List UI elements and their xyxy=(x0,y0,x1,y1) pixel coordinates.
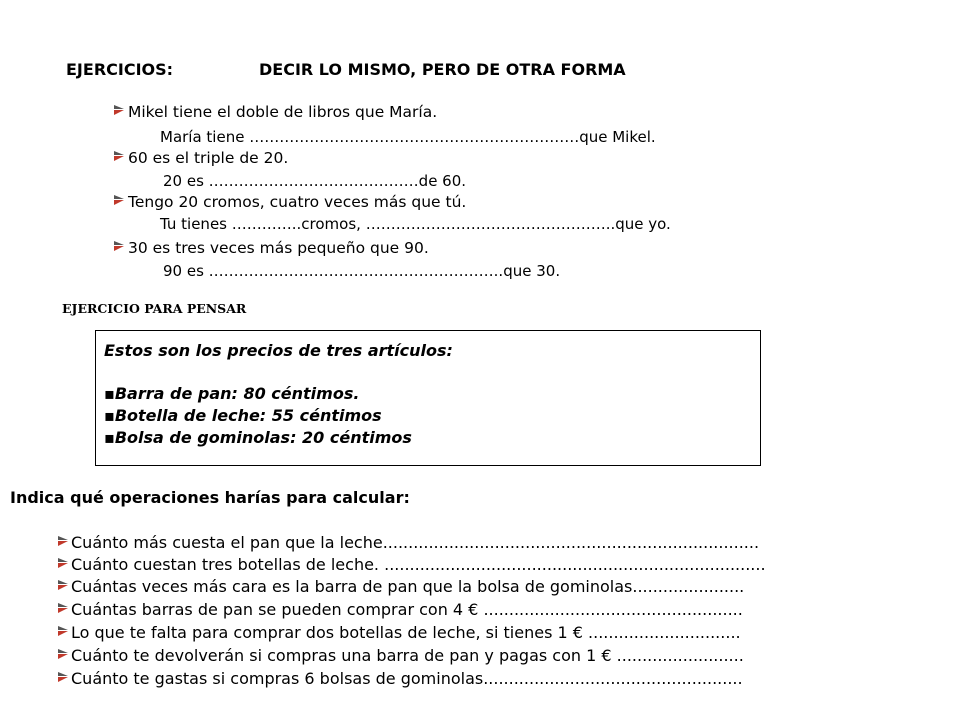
exercise-answer-line: María tiene …………………………………………………………que Mikel. xyxy=(160,128,656,146)
exercise-answer-line: 20 es ……………………………………de 60. xyxy=(163,172,467,190)
bullet-icon xyxy=(57,602,69,614)
page-title: DECIR LO MISMO, PERO DE OTRA FORMA xyxy=(259,60,626,79)
question-line: Cuánto te devolverán si compras una barra de pan y pagas con 1 € ......................... xyxy=(71,646,744,665)
price-item: ▪Barra de pan: 80 céntimos. xyxy=(104,384,360,403)
bullet-icon xyxy=(57,557,69,569)
bullet-icon xyxy=(113,104,125,116)
question-line: Lo que te falta para comprar dos botellas de leche, si tienes 1 € .............................. xyxy=(71,623,741,642)
exercise-answer-line: Tu tienes …………..cromos, …………………………………………..que yo. xyxy=(160,215,671,233)
question-line: Cuántas barras de pan se pueden comprar con 4 € ................................................... xyxy=(71,600,743,619)
section-title: EJERCICIO PARA PENSAR xyxy=(62,301,247,316)
bullet-icon xyxy=(57,648,69,660)
bullet-icon xyxy=(113,240,125,252)
price-item: ▪Bolsa de gominolas: 20 céntimos xyxy=(104,428,412,447)
bullet-icon xyxy=(57,579,69,591)
exercises-label: EJERCICIOS: xyxy=(66,60,174,79)
prices-box-title: Estos son los precios de tres artículos: xyxy=(104,341,453,360)
bullet-icon xyxy=(57,535,69,547)
bullet-icon xyxy=(113,150,125,162)
exercise-statement: Tengo 20 cromos, cuatro veces más que tú. xyxy=(128,193,467,211)
exercise-statement: Mikel tiene el doble de libros que María. xyxy=(128,103,438,121)
operations-title: Indica qué operaciones harías para calcular: xyxy=(10,488,410,507)
question-line: Cuántas veces más cara es la barra de pan que la bolsa de gominolas...................... xyxy=(71,577,745,596)
prices-box xyxy=(95,330,761,466)
exercise-answer-line: 90 es …………………………………………………..que 30. xyxy=(163,262,561,280)
bullet-icon xyxy=(113,194,125,206)
question-line: Cuánto te gastas si compras 6 bolsas de gominolas................................................... xyxy=(71,669,743,688)
exercise-statement: 60 es el triple de 20. xyxy=(128,149,289,167)
question-line: Cuánto cuestan tres botellas de leche. ........................................................................... xyxy=(71,555,766,574)
exercise-statement: 30 es tres veces más pequeño que 90. xyxy=(128,239,429,257)
bullet-icon xyxy=(57,625,69,637)
bullet-icon xyxy=(57,671,69,683)
question-line: Cuánto más cuesta el pan que la leche.......................................................................... xyxy=(71,533,760,552)
price-item: ▪Botella de leche: 55 céntimos xyxy=(104,406,382,425)
